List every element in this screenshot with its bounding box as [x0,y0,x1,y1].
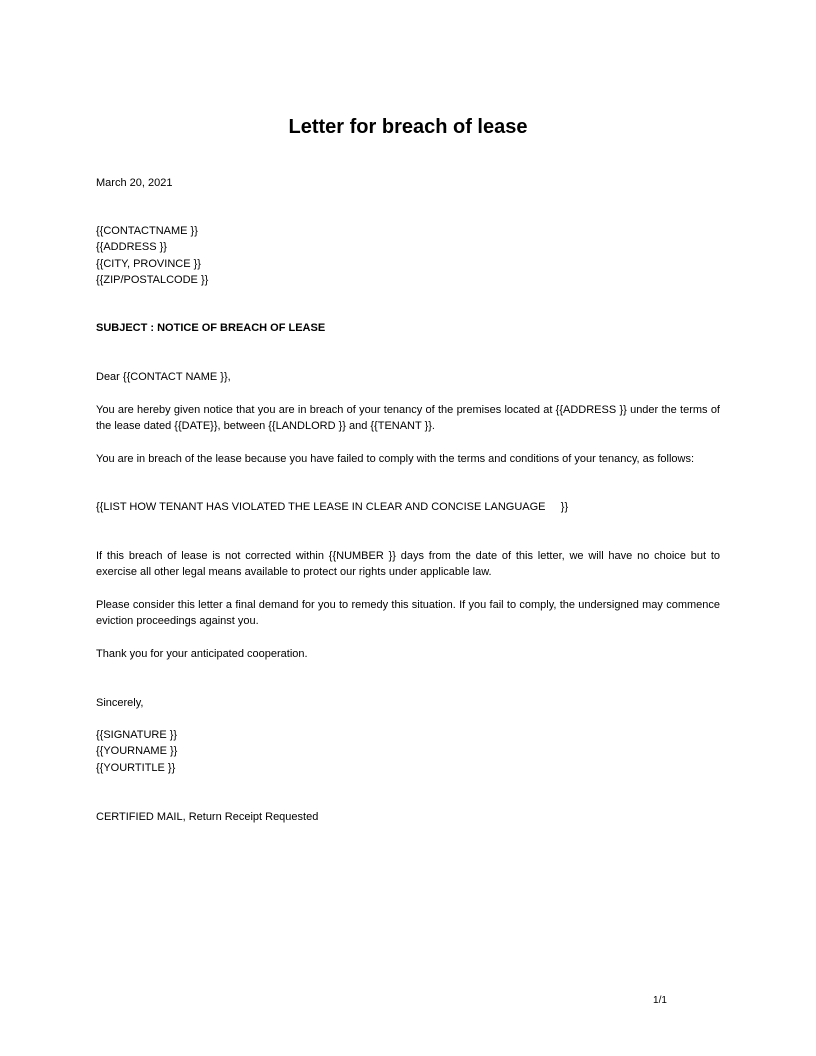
recipient-zip: {{ZIP/POSTALCODE }} [96,274,209,287]
sender-name: {{YOURNAME }} [96,745,178,758]
sender-title: {{YOURTITLE }} [96,761,176,774]
page-number: 1/1 [653,995,667,1006]
letter-subject: SUBJECT : NOTICE OF BREACH OF LEASE [96,322,326,334]
recipient-city: {{CITY, PROVINCE }} [96,257,201,270]
paragraph-breach: You are in breach of the lease because you have failed to comply with the terms and conditions of your tenancy, as follows: [96,453,695,465]
salutation: Dear {{CONTACT NAME }}, [96,371,231,383]
closing: Sincerely, [96,697,144,709]
recipient-block [96,223,720,289]
letter-date: March 20, 2021 [96,177,173,189]
signature-block [96,727,720,776]
recipient-address: {{ADDRESS }} [96,241,167,254]
paragraph-final-demand: Please consider this letter a final demand for you to remedy this situation. If you fail to comply, the undersigned may commence eviction proceedings against you. [96,599,720,628]
paragraph-violations: {{LIST HOW TENANT HAS VIOLATED THE LEASE IN CLEAR AND CONCISE LANGUAGE }} [96,501,569,513]
paragraph-notice: You are hereby given notice that you are in breach of your tenancy of the premises located at {{ADDRESS }} under the terms of the lease dated {{DATE}}, between {{LANDLORD }} and {{TENANT }}. [96,404,720,433]
document-title: Letter for breach of lease [288,116,528,138]
recipient-name: {{CONTACTNAME }} [96,225,198,237]
signature-placeholder: {{SIGNATURE }} [96,729,178,741]
paragraph-thanks: Thank you for your anticipated cooperation. [96,648,308,660]
certified-mail-note: CERTIFIED MAIL, Return Receipt Requested [96,811,319,823]
paragraph-correction: If this breach of lease is not corrected within {{NUMBER }} days from the date of this letter, we will have no choice but to exercise all other legal means available to protect our rights under applicable law. [96,550,720,579]
